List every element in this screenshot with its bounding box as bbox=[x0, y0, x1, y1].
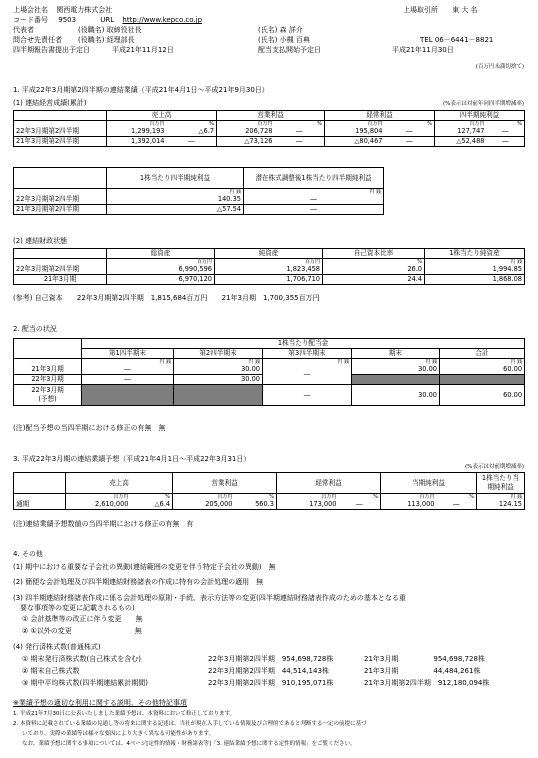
code-line bbox=[13, 16, 202, 25]
unit-cell: 円 銭 bbox=[263, 359, 352, 366]
table-cell: △73,126 bbox=[217, 137, 275, 147]
corner-cell bbox=[14, 339, 82, 359]
tel: TEL 06－6441－8821 bbox=[420, 36, 494, 44]
rounding-note: (百万円未満切捨て) bbox=[475, 64, 524, 70]
contact-label: 問合せ先責任者 bbox=[13, 36, 62, 44]
equity-note-label: (参考) 自己資本 bbox=[13, 294, 63, 302]
unit-cell: 円 銭 bbox=[477, 494, 525, 501]
table-cell: 1,299,193 bbox=[107, 127, 167, 137]
url-link[interactable]: http://www.kepco.co.jp bbox=[122, 16, 203, 24]
unit-cell: % bbox=[437, 494, 477, 501]
header-net-assets: 純資産 bbox=[215, 249, 323, 259]
forecast-table bbox=[13, 472, 525, 510]
unit-cell: 百万円 bbox=[325, 121, 385, 128]
corner-cell bbox=[14, 111, 107, 121]
corner-cell bbox=[14, 249, 107, 259]
row-label: 21年3月期 bbox=[14, 365, 82, 375]
table-cell: △80,467 bbox=[325, 137, 385, 147]
table-cell: △52,488 bbox=[435, 137, 487, 147]
table-cell: △6.7 bbox=[167, 127, 217, 137]
header-total-assets: 総資産 bbox=[107, 249, 215, 259]
rep-title: (役職名) 取締役社長 bbox=[78, 26, 142, 34]
equity-note-b: 21年3月期 1,700,355百万円 bbox=[221, 294, 320, 302]
table-cell: ― bbox=[385, 137, 435, 147]
unit-cell: 百万円 bbox=[217, 121, 275, 128]
table-cell: 173,000 bbox=[277, 500, 339, 510]
gray-cell bbox=[440, 375, 525, 385]
section1-title: 1. 平成22年3月期第2四半期の連結業績（平成21年4月1日～平成21年9月30日） bbox=[13, 86, 269, 94]
table-cell: ― bbox=[275, 137, 325, 147]
gray-cell bbox=[352, 375, 440, 385]
table-cell: △57.54 bbox=[107, 205, 244, 215]
row-label: 通期 bbox=[14, 500, 66, 510]
table-cell: 140.35 bbox=[107, 195, 244, 205]
table-cell: 2,610,000 bbox=[66, 500, 131, 510]
header-sales: 売上高 bbox=[107, 111, 217, 121]
unit-cell: 円 銭 bbox=[440, 359, 525, 366]
table-cell: 1,823,458 bbox=[215, 265, 323, 275]
section1-sub1: (1) 連結経営成績(累計) bbox=[13, 99, 87, 107]
header-q2: 第2四半期末 bbox=[174, 349, 263, 359]
unit-cell: 百万円 bbox=[107, 259, 215, 266]
unit-cell: 百万円 bbox=[173, 494, 235, 501]
report-date-label: 四半期報告書提出予定日 bbox=[13, 46, 90, 54]
url-label: URL bbox=[100, 16, 115, 24]
table-cell: 60.00 bbox=[440, 365, 525, 375]
table-cell: 124.15 bbox=[477, 500, 525, 510]
dividend-table bbox=[13, 338, 525, 406]
table-cell: 127,747 bbox=[435, 127, 487, 137]
header-eps: 1株当たり四半期純利益 bbox=[107, 168, 244, 189]
header-q1: 第1四半期末 bbox=[82, 349, 174, 359]
unit-cell: % bbox=[339, 494, 381, 501]
section3-title: 3. 平成22年3月期の連結業績予想（平成21年4月1日～平成22年3月31日） bbox=[13, 455, 251, 463]
table-cell: 195,804 bbox=[325, 127, 385, 137]
row-label: 21年3月期 bbox=[14, 275, 107, 285]
dividend-date-label: 配当支払開始予定日 bbox=[258, 46, 321, 54]
forecast-note: (注)連結業績予想数値の当四半期における修正の有無 有 bbox=[13, 520, 194, 528]
table-cell: ― bbox=[339, 500, 381, 510]
table-cell: 113,000 bbox=[381, 500, 437, 510]
exchange-label: 上場取引所 bbox=[403, 6, 438, 14]
table-cell: △6.4 bbox=[131, 500, 173, 510]
unit-cell: 百万円 bbox=[277, 494, 339, 501]
row-label: 22年3月期第2四半期 bbox=[14, 195, 107, 205]
unit-cell: % bbox=[131, 494, 173, 501]
section2-title: 2. 配当の状況 bbox=[13, 325, 57, 333]
shares-value-3a: 22年3月期第2四半期 910,195,071株 bbox=[208, 679, 334, 687]
report-date: 平成21年11月12日 bbox=[112, 46, 174, 54]
code-value: 9503 bbox=[58, 16, 77, 24]
table-cell: 30.00 bbox=[352, 365, 440, 375]
equity-note-a: 22年3月期第2四半期 1,815,684百万円 bbox=[76, 294, 208, 302]
table-cell: ― bbox=[244, 205, 384, 215]
rep-name: (氏名) 森 詳介 bbox=[258, 26, 303, 34]
unit-cell: 円 銭 bbox=[82, 359, 174, 366]
corner-cell bbox=[14, 473, 66, 494]
financial-position-table bbox=[13, 248, 525, 285]
shares-value-2b: 21年3月期 44,484,261株 bbox=[364, 667, 481, 675]
header-operating-income: 営業利益 bbox=[173, 473, 277, 494]
other-item-4: (4) 発行済株式数(普通株式) bbox=[13, 643, 101, 651]
company-name-line bbox=[13, 6, 112, 15]
header-q3: 第3四半期末 bbox=[263, 349, 352, 359]
other-item-1: (1) 期中における重要な子会社の異動(連結範囲の変更を伴う特定子会社の異動) 無 bbox=[13, 563, 276, 571]
table-cell: 560.3 bbox=[235, 500, 277, 510]
company-name: 関西電力株式会社 bbox=[56, 6, 113, 14]
shares-value-2a: 22年3月期第2四半期 44,514,143株 bbox=[208, 667, 329, 675]
table-cell: 6,990,596 bbox=[107, 265, 215, 275]
table-cell: 30.00 bbox=[352, 385, 440, 406]
unit-cell: % bbox=[275, 121, 325, 128]
table-cell: 6,970,120 bbox=[107, 275, 215, 285]
corner-cell bbox=[14, 168, 107, 189]
table-cell: ― bbox=[82, 375, 174, 385]
table-cell: ― bbox=[385, 127, 435, 137]
header-total: 合計 bbox=[440, 349, 525, 359]
header-sales: 売上高 bbox=[66, 473, 173, 494]
operating-results-table bbox=[13, 110, 525, 147]
table-cell: 30.00 bbox=[174, 375, 263, 385]
table-cell: 60.00 bbox=[440, 385, 525, 406]
footer-title: ※業績予想の適切な利用に関する説明、その他特記事項 bbox=[13, 699, 187, 707]
table-cell: 24.4 bbox=[323, 275, 425, 285]
code-label: コード番号 bbox=[13, 16, 48, 24]
unit-cell: 円 銭 bbox=[352, 359, 440, 366]
table-cell: ― bbox=[487, 137, 525, 147]
section1-sub1-note: (%表示は対前年同四半期増減率) bbox=[442, 101, 524, 107]
contact-title: (役職名) 経理部長 bbox=[78, 36, 135, 44]
section4-title: 4. その他 bbox=[13, 550, 43, 558]
header-dividend-group: 1株当たり配当金 bbox=[82, 339, 525, 349]
unit-cell: 百万円 bbox=[435, 121, 487, 128]
other-item-3a: (3) 四半期連結財務諸表作成に係る会計処理の原則・手続、表示方法等の変更(四半期連結財務諸表作成のための基本となる重 bbox=[13, 594, 406, 602]
unit-cell: % bbox=[385, 121, 435, 128]
unit-cell: 百万円 bbox=[107, 121, 167, 128]
header-net-income: 当期純利益 bbox=[381, 473, 477, 494]
row-label: 22年3月期 bbox=[14, 375, 82, 385]
shares-label-2: ② 期末自己株式数 bbox=[22, 667, 80, 675]
company-label: 上場会社名 bbox=[13, 6, 48, 14]
footer-note-2a: 2. 本資料に記載されている業績の見通し等の将来に関する記述は、当社が現在入手している情報及び合理的であると判断する一定の前提に基づ bbox=[13, 721, 367, 727]
other-item-2: (2) 簡便な会計処理及び四半期連結財務諸表の作成に特有の会計処理の適用 無 bbox=[13, 578, 264, 586]
unit-cell: 円 銭 bbox=[244, 189, 384, 196]
unit-cell: % bbox=[323, 259, 425, 266]
table-cell: 205,000 bbox=[173, 500, 235, 510]
table-cell: 1,994.85 bbox=[425, 265, 525, 275]
header-equity-ratio: 自己資本比率 bbox=[323, 249, 425, 259]
exchange-line bbox=[403, 6, 478, 15]
row-label: 22年3月期 (予想) bbox=[14, 385, 82, 406]
header-diluted-eps: 潜在株式調整後1株当たり四半期純利益 bbox=[244, 168, 384, 189]
dividend-date: 平成21年11月30日 bbox=[392, 46, 454, 54]
table-cell: ― bbox=[437, 500, 477, 510]
table-cell: ― bbox=[263, 365, 352, 385]
eps-table bbox=[13, 167, 384, 215]
unit-cell: % bbox=[235, 494, 277, 501]
footer-note-2c: なお、業績予想に関する事項については、4ページ[定性的情報・財務諸表等]「3. 連結業績予想に関する定性的情報」をご覧ください。 bbox=[22, 741, 356, 747]
table-cell: 1,392,014 bbox=[107, 137, 167, 147]
header-bps: 1株当たり純資産 bbox=[425, 249, 525, 259]
equity-note bbox=[13, 294, 320, 303]
header-operating-income: 営業利益 bbox=[217, 111, 325, 121]
unit-cell: 円 銭 bbox=[425, 259, 525, 266]
header-year-end: 期末 bbox=[352, 349, 440, 359]
header-eps: 1株当たり当期純利益 bbox=[477, 473, 525, 494]
table-cell: ― bbox=[167, 137, 217, 147]
unit-cell: % bbox=[487, 121, 525, 128]
shares-value-1a: 22年3月期第2四半期 954,698,728株 bbox=[208, 655, 334, 663]
shares-value-1b: 21年3月期 954,698,728株 bbox=[364, 655, 485, 663]
table-cell: ― bbox=[82, 365, 174, 375]
table-cell: 1,706,710 bbox=[215, 275, 323, 285]
table-cell: ― bbox=[275, 127, 325, 137]
table-cell: 26.0 bbox=[323, 265, 425, 275]
table-cell: ― bbox=[263, 385, 352, 406]
section3-note: (%表示は対前期増減率) bbox=[464, 464, 524, 470]
footer-note-1: 1. 平成21年7月30日に公表いたしました業績予想は、本資料において修正しております。 bbox=[13, 711, 236, 717]
other-item-3-2: ② ①以外の変更 無 bbox=[22, 627, 142, 635]
other-item-3b: 要な事項等の変更に記載されるもの) bbox=[20, 604, 135, 612]
table-cell: ― bbox=[244, 195, 384, 205]
unit-cell: 百万円 bbox=[381, 494, 437, 501]
gray-cell bbox=[82, 385, 174, 406]
header-ordinary-income: 経常利益 bbox=[277, 473, 381, 494]
header-ordinary-income: 経常利益 bbox=[325, 111, 435, 121]
rep-label: 代表者 bbox=[13, 26, 34, 34]
shares-label-1: ① 期末発行済株式数(自己株式を含む) bbox=[22, 655, 141, 663]
table-cell: 1,868.08 bbox=[425, 275, 525, 285]
row-label: 21年3月期第2四半期 bbox=[14, 205, 107, 215]
row-label: 22年3月期第2四半期 bbox=[14, 265, 107, 275]
unit-cell: % bbox=[167, 121, 217, 128]
footer-note-2b: いており、実際の業績等は様々な要因により大きく異なる可能性があります。 bbox=[22, 731, 215, 737]
row-label: 21年3月期第2四半期 bbox=[14, 137, 107, 147]
shares-value-3b: 21年3月期第2四半期 912,180,094株 bbox=[364, 679, 490, 687]
dividend-note: (注)配当予想の当四半期における修正の有無 無 bbox=[13, 424, 166, 432]
unit-cell: 円 銭 bbox=[107, 189, 244, 196]
section1-sub2: (2) 連結財政状態 bbox=[13, 237, 68, 245]
unit-cell: 百万円 bbox=[66, 494, 131, 501]
header-net-income: 四半期純利益 bbox=[435, 111, 525, 121]
table-cell: ― bbox=[487, 127, 525, 137]
unit-cell: 円 銭 bbox=[174, 359, 263, 366]
exchange-value: 東 大 名 bbox=[452, 6, 478, 14]
shares-label-3: ③ 期中平均株式数(四半期連結累計期間) bbox=[22, 679, 148, 687]
table-cell: 30.00 bbox=[174, 365, 263, 375]
row-label: 22年3月期第2四半期 bbox=[14, 127, 107, 137]
unit-cell: 百万円 bbox=[215, 259, 323, 266]
contact-name: (氏名) 小槻 百典 bbox=[258, 36, 310, 44]
gray-cell bbox=[174, 385, 263, 406]
other-item-3-1: ① 会計基準等の改正に伴う変更 無 bbox=[22, 615, 143, 623]
table-cell: 206,728 bbox=[217, 127, 275, 137]
